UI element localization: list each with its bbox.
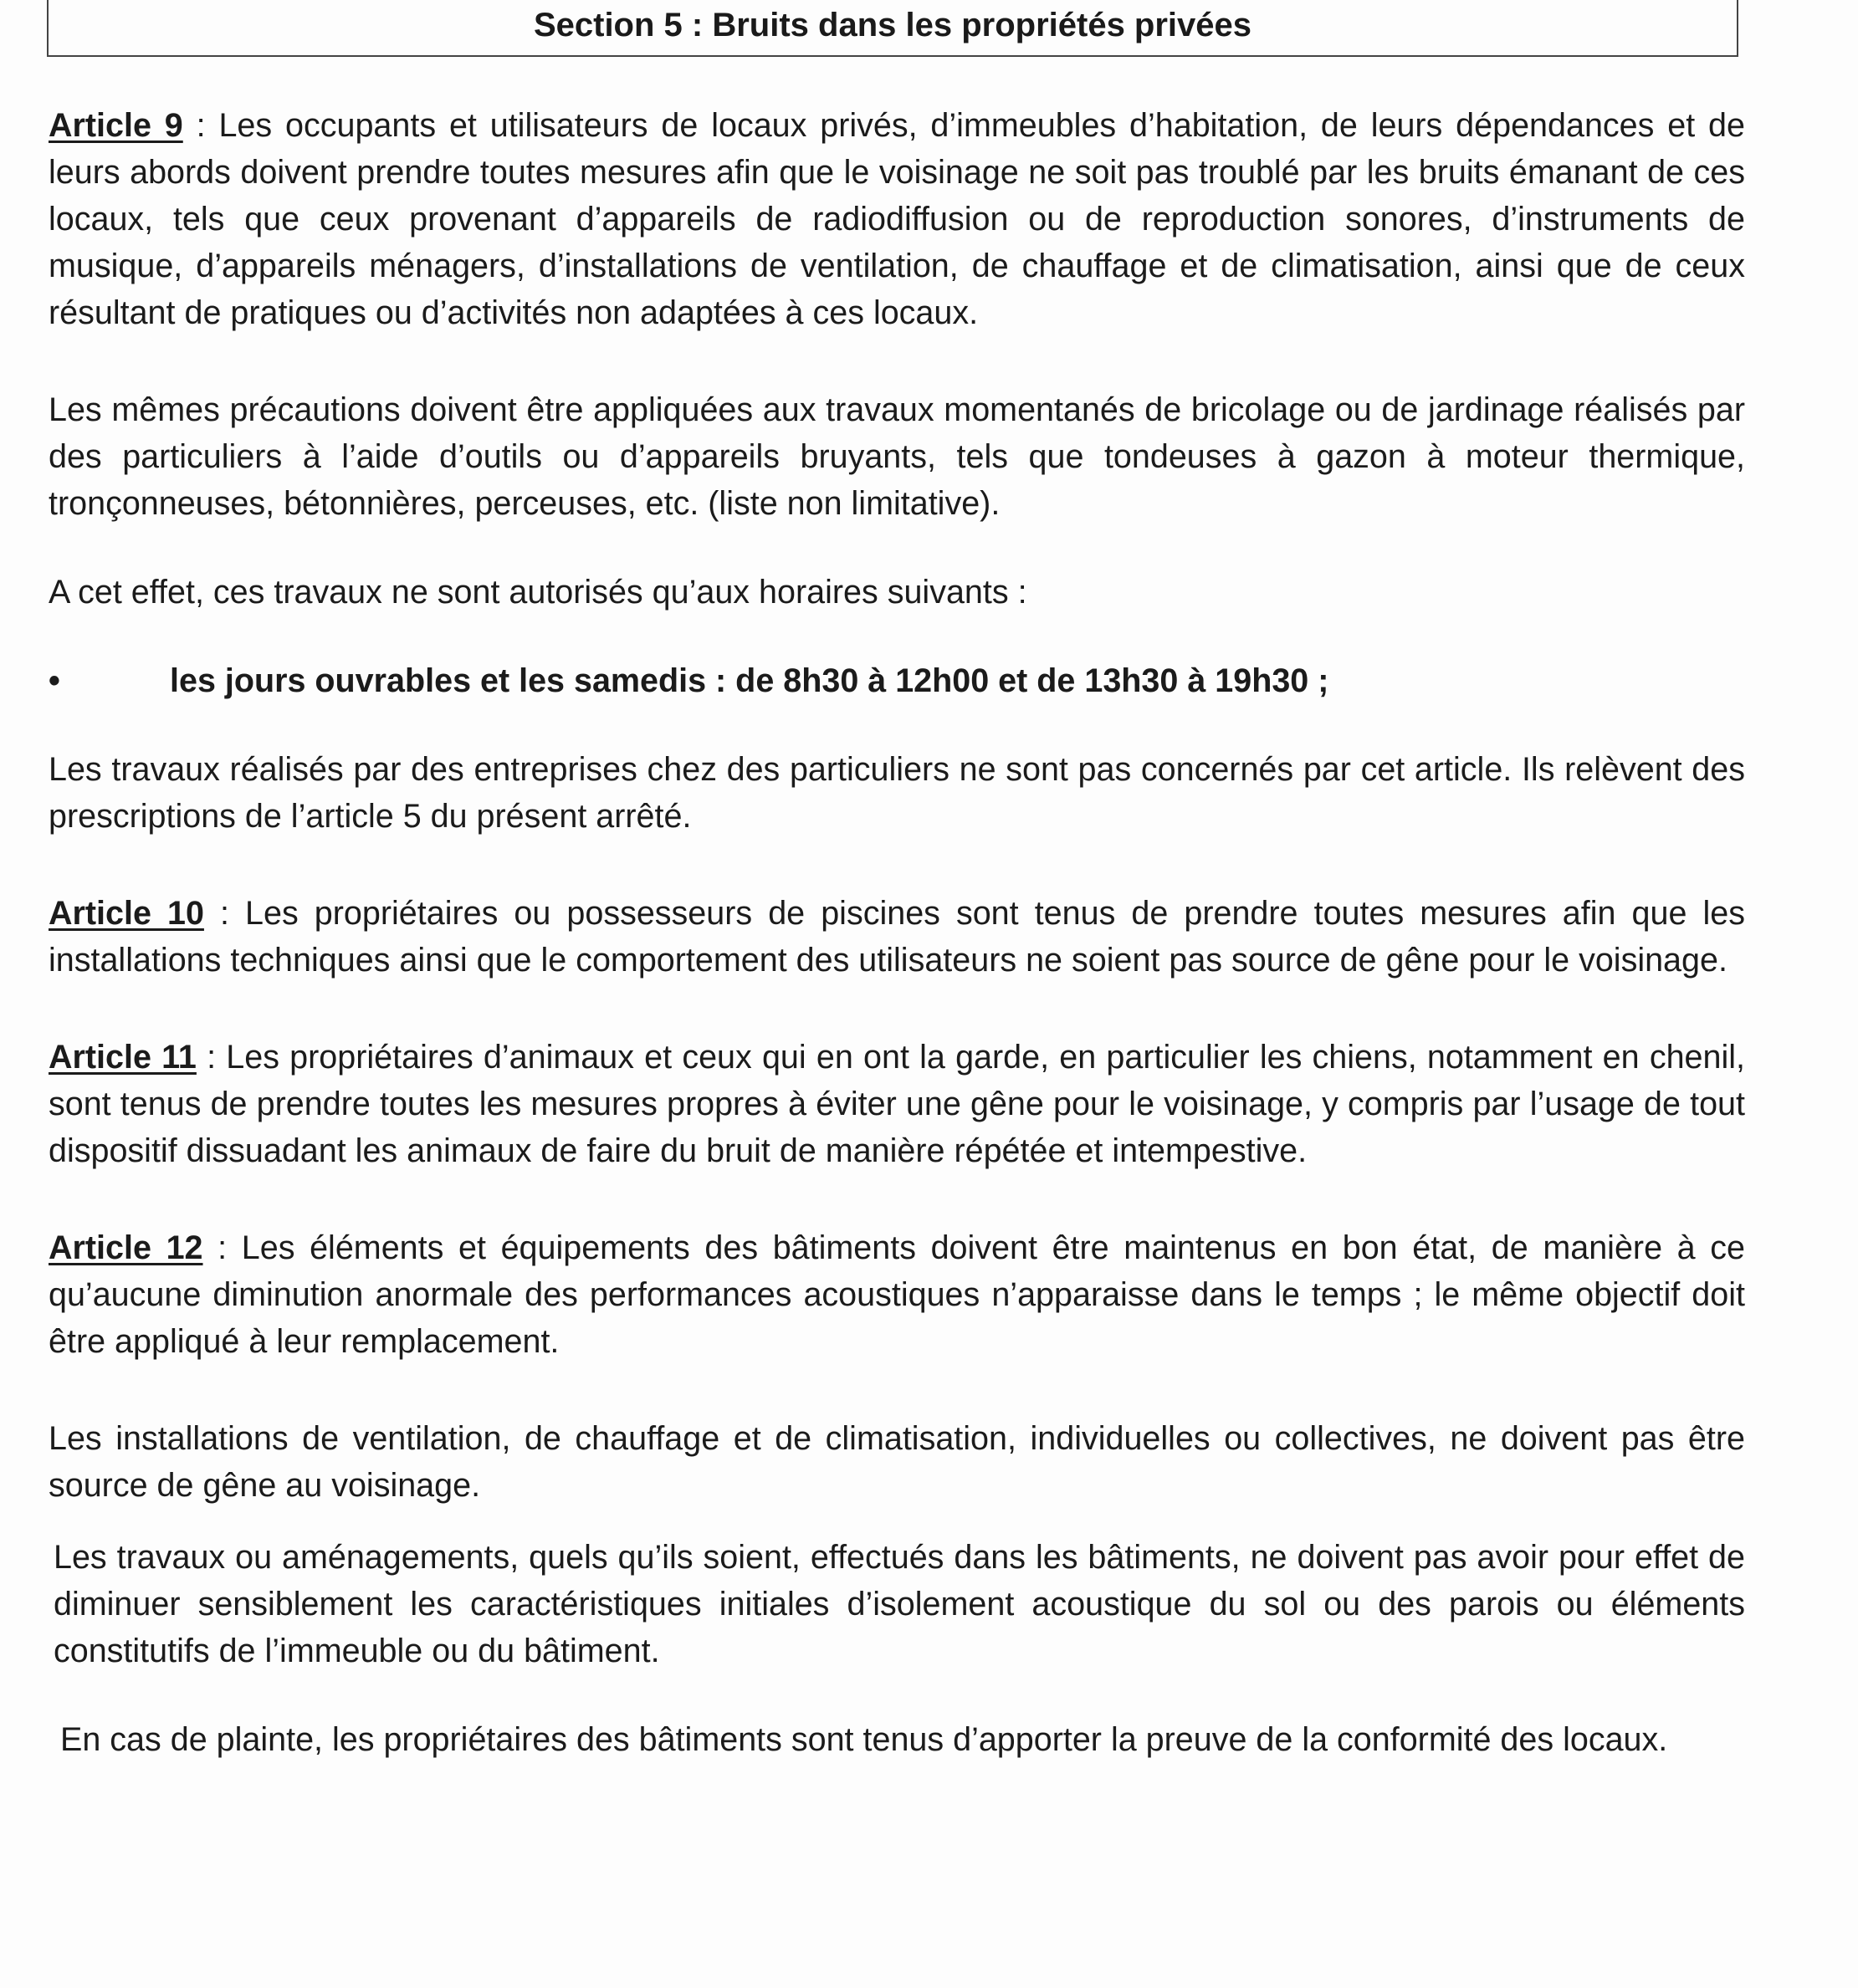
article-12-text: Les éléments et équipements des bâtiments doivent être maintenus en bon état, de manière à ce qu’aucune diminution anormale des performances acoustiques n’apparaisse dans le temps ; le même objectif doit être appliqué à leur remplacement. (49, 1229, 1745, 1360)
article-9-paragraph (49, 102, 1745, 336)
article-10-label: Article 10 (49, 895, 204, 932)
schedule-text: les jours ouvrables et les samedis : de 8h30 à 12h00 et de 13h30 à 19h30 ; (170, 662, 1329, 699)
article-11-paragraph (49, 1034, 1745, 1174)
document-body (49, 102, 1745, 1763)
article-9-paragraph-3: A cet effet, ces travaux ne sont autorisés qu’aux horaires suivants : (49, 574, 1027, 611)
article-9-paragraph-4: Les travaux réalisés par des entreprises chez des particuliers ne sont pas concernés par cet article. Ils relèvent des prescriptions de l’article 5 du présent arrêté. (49, 751, 1745, 835)
article-11-label: Article 11 (49, 1039, 197, 1076)
bullet-mark: • (49, 662, 60, 699)
section-title: Section 5 : Bruits dans les propriétés privées (47, 0, 1738, 57)
schedule-bullet (49, 657, 1745, 704)
article-11-text: Les propriétaires d’animaux et ceux qui en ont la garde, en particulier les chiens, notamment en chenil, sont tenus de prendre toutes les mesures propres à éviter une gêne pour le voisinage, y compris par l’usage de tout dispositif dissuadant les animaux de faire du bruit de manière répétée et intempestive. (49, 1039, 1746, 1169)
article-12-paragraph-4: En cas de plainte, les propriétaires des bâtiments sont tenus d’apporter la preuve de la conformité des locaux. (60, 1721, 1668, 1758)
article-9-separator: : (182, 107, 219, 144)
article-10-text: Les propriétaires ou possesseurs de piscines sont tenus de prendre toutes mesures afin que les installations techniques ainsi que le comportement des utilisateurs ne soient pas source de gêne pour le voisinage. (49, 895, 1745, 979)
article-9-paragraph-2: Les mêmes précautions doivent être appliquées aux travaux momentanés de bricolage ou de jardinage réalisés par des particuliers à l’aide d’outils ou d’appareils bruyants, tels que tondeuses à gazon à moteur thermique, tronçonneuses, bétonnières, perceuses, etc. (liste non limitative). (49, 391, 1745, 522)
article-12-separator: : (202, 1229, 242, 1266)
article-11-separator: : (196, 1039, 227, 1076)
article-9-text: Les occupants et utilisateurs de locaux privés, d’immeubles d’habitation, de leurs dépendances et de leurs abords doivent prendre toutes mesures afin que le voisinage ne soit pas troublé par les bruits émanant de ces locaux, tels que ceux provenant d’appareils de radiodiffusion ou de reproduction sonores, d’instruments de musique, d’appareils ménagers, d’installations de ventilation, de chauffage et de climatisation, ainsi que de ceux résultant de pratiques ou d’activités non adaptées à ces locaux. (49, 107, 1745, 331)
article-12-paragraph (49, 1224, 1745, 1365)
article-10-paragraph (49, 890, 1745, 984)
article-12-paragraph-3: Les travaux ou aménagements, quels qu’ils soient, effectués dans les bâtiments, ne doivent pas avoir pour effet de diminuer sensiblement les caractéristiques initiales d’isolement acoustique du sol ou des parois ou éléments constitutifs de l’immeuble ou du bâtiment. (54, 1539, 1745, 1669)
article-9-label: Article 9 (49, 107, 183, 144)
article-12-label: Article 12 (49, 1229, 203, 1266)
article-12-paragraph-2: Les installations de ventilation, de chauffage et de climatisation, individuelles ou collectives, ne doivent pas être source de gêne au voisinage. (49, 1420, 1745, 1504)
article-10-separator: : (203, 895, 246, 932)
